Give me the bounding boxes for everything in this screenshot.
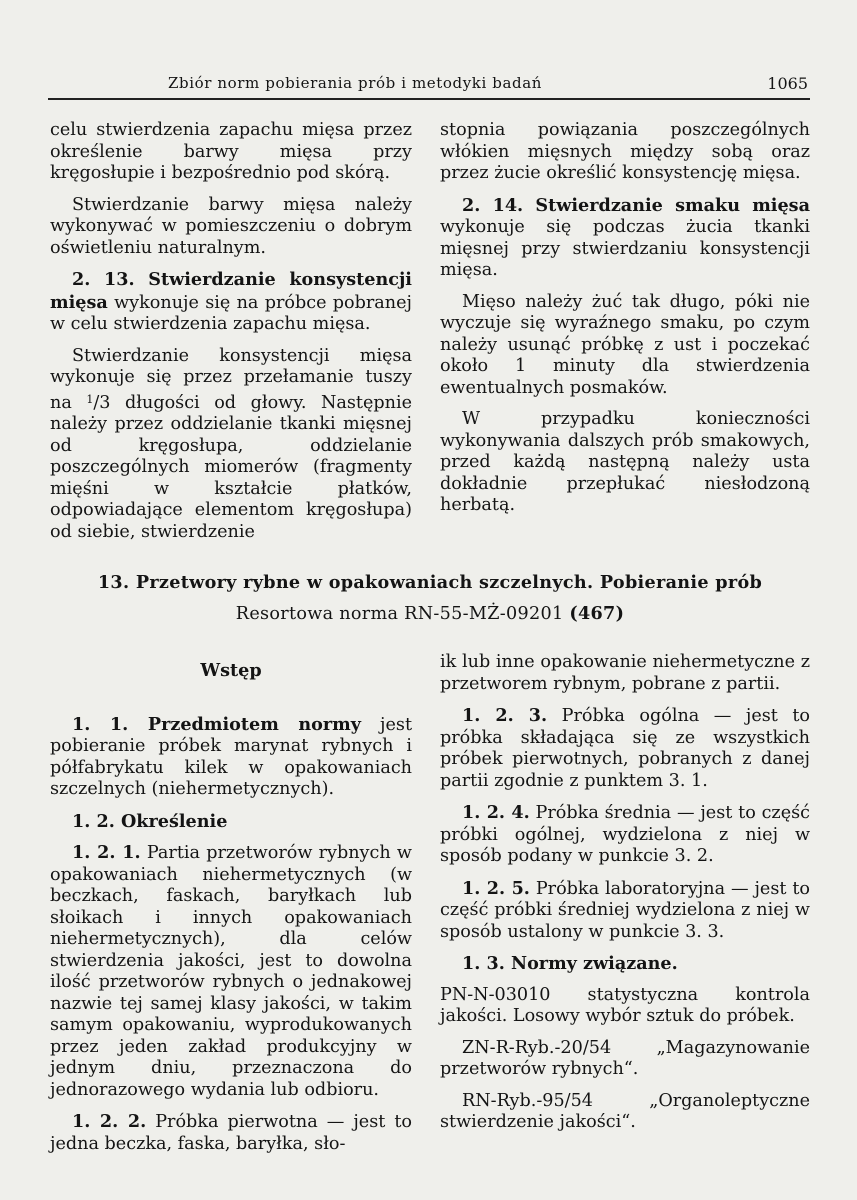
paragraph: Mięso należy żuć tak długo, póki nie wyczuje się wyraźnego smaku, po czym należy usunąć próbkę z ust i poczekać około 1 minuty dla stwierdzenia ewentualnych posmaków. <box>440 291 810 398</box>
paragraph-text: Stwierdzanie konsystencji mięsa wykonuje się przez przełamanie tuszy na <box>50 345 412 413</box>
norm-number: (467) <box>569 603 625 624</box>
norm-code: Resortowa norma RN-55-MŻ-09201 <box>235 604 570 624</box>
bottom-right-column <box>440 652 810 1144</box>
subsection-heading: 1. 2. Określenie <box>72 810 228 832</box>
paragraph: W przypadku konieczności wykonywania dalszych prób smakowych, przed każdą następną należy usta dokładnie przepłukać niesłodzoną herbatą. <box>440 409 810 515</box>
paragraph <box>50 714 412 801</box>
paragraph <box>50 1111 412 1155</box>
bottom-left-column <box>50 648 412 1165</box>
paragraph <box>440 705 810 792</box>
paragraph-number: 1. 2. 3. <box>462 705 548 726</box>
reference-item: RN-Ryb.-95/54 „Organoleptyczne stwierdzenie jakości“. <box>440 1090 810 1132</box>
reference-item: ZN-R-Ryb.-20/54 „Magazynowanie przetworów rybnych“. <box>440 1037 810 1079</box>
paragraph-text: Próbka pierwotna — jest to jedna beczka, faska, baryłka, sło- <box>50 1112 412 1154</box>
paragraph-text: wykonuje się podczas żucia tkanki mięsnej przy stwierdzaniu konsystencji mięsa. <box>440 217 810 280</box>
page-number: 1065 <box>767 74 808 93</box>
paragraph-text: wykonuje się na próbce pobranej w celu stwierdzenia zapachu mięsa. <box>50 292 412 334</box>
header-title: Zbiór norm pobierania prób i metodyki badań <box>168 74 543 92</box>
paragraph-number: 1. 2. 1. <box>72 842 141 863</box>
paragraph <box>50 346 412 544</box>
paragraph-number: 1. 2. 5. <box>462 877 530 899</box>
top-right-column <box>440 120 810 527</box>
top-left-column <box>50 120 412 553</box>
paragraph-text: jest pobieranie próbek marynat rybnych i półfabrykatu kilek w opakowaniach szczelnych (niehermetycznych). <box>50 714 413 799</box>
paragraph-text: Próbka laboratoryjna — jest to część próbki średniej wydzielona z niej w sposób ustalony w punkcie 3. 3. <box>440 878 810 942</box>
fraction-numerator: 1 <box>86 392 94 406</box>
section-title: 13. Przetwory rybne w opakowaniach szczelnych. Pobieranie prób <box>97 572 763 593</box>
paragraph: celu stwierdzenia zapachu mięsa przez określenie barwy mięsa przy kręgosłupie i bezpośrednio pod skórą. <box>50 120 412 183</box>
paragraph <box>440 802 810 868</box>
intro-heading: Wstęp <box>200 660 262 681</box>
paragraph-text: /3 długości od głowy. Następnie należy przez oddzielanie tkanki mięsnej od kręgosłupa, oddzielanie poszczególnych miomerów (fragmenty mięśni w kształcie płatków, odpowiadające elementom kręgosłupa) od siebie, stwierdzenie <box>50 392 412 542</box>
subsection-heading: 1. 3. Normy związane. <box>462 953 678 974</box>
paragraph <box>440 878 810 944</box>
paragraph <box>50 269 412 336</box>
paragraph: Stwierdzanie barwy mięsa należy wykonywać w pomieszczeniu o dobrym oświetleniu naturalnym. <box>50 194 412 258</box>
paragraph: ik lub inne opakowanie niehermetyczne z przetworem rybnym, pobrane z partii. <box>440 652 810 694</box>
paragraph-heading: 1. 1. Przedmiotem normy <box>72 713 362 735</box>
paragraph: stopnia powiązania poszczególnych włókien mięsnych między sobą oraz przez żucie określić konsystencję mięsa. <box>440 120 810 183</box>
reference-item: PN-N-03010 statystyczna kontrola jakości. Losowy wybór sztuk do próbek. <box>440 984 810 1026</box>
paragraph <box>50 842 412 1101</box>
paragraph <box>440 195 810 282</box>
section-subtitle <box>50 603 810 624</box>
running-header <box>48 72 810 100</box>
paragraph-number: 1. 2. 2. <box>72 1111 147 1132</box>
paragraph-text: Partia przetworów rybnych w opakowaniach niehermetycznych (w beczkach, faskach, baryłkach lub słoikach i innych opakowaniach niehermetycznych), dla celów stwierdzenia jakości, jest to dowolna ilość przetworów rybnych o jednakowej nazwie tej samej klasy jakości, w takim samym opakowaniu, wyprodukowanych przez jeden zakład produkcyjny w jednym dniu, przeznaczona do jednorazowego wydania lub odbioru. <box>50 843 412 1100</box>
paragraph-text: Próbka średnia — jest to część próbki ogólnej, wydzielona z niej w sposób podany w punkcie 3. 2. <box>440 803 810 866</box>
paragraph-text: Próbka ogólna — jest to próbka składająca się ze wszystkich próbek pierwotnych, pobranych z danej partii zgodnie z punktem 3. 1. <box>440 706 810 791</box>
paragraph-number: 1. 2. 4. <box>462 802 530 823</box>
paragraph-heading: 2. 13. Stwierdzanie konsystencji mięsa <box>50 269 412 313</box>
paragraph-heading: 2. 14. Stwierdzanie smaku mięsa <box>462 194 810 216</box>
